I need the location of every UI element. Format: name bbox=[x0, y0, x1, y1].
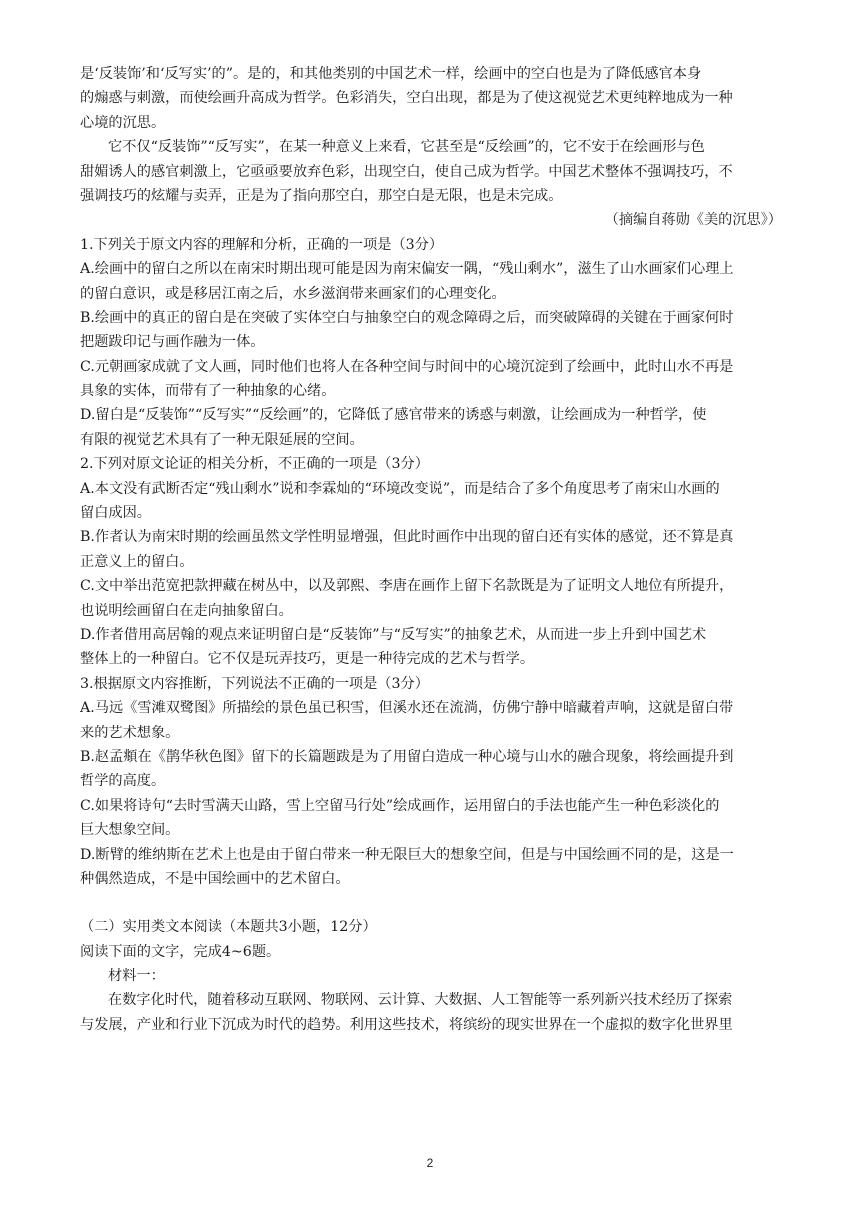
text-line: 它不仅“反装饰”“反写实”，在某一种意义上来看，它甚至是“反绘画”的，它不安于在绘画形与色 bbox=[108, 139, 705, 156]
option-line: 具象的实体，而带有了一种抽象的心绪。 bbox=[80, 383, 336, 400]
option-line: A.马远《雪滩双鹭图》所描绘的景色虽已积雪，但溪水还在流淌，仿佛宁静中暗藏着声响，这就是留白带 bbox=[80, 700, 734, 717]
text-line: 强调技巧的炫耀与卖弄，正是为了指向那空白，那空白是无限，也是未完成。 bbox=[80, 187, 563, 204]
option-line: 来的艺术想象。 bbox=[80, 724, 180, 741]
question-3 bbox=[80, 672, 782, 892]
question-stem: 3.根据原文内容推断，下列说法不正确的一项是（3分） bbox=[80, 675, 429, 692]
option-line: A.本文没有武断否定“残山剩水”说和李霖灿的“环境改变说”，而是结合了多个角度思考了南宋山水画的 bbox=[80, 480, 720, 497]
option-line: 巨大想象空间。 bbox=[80, 822, 180, 839]
text-line: 是‘反装饰’和‘反写实’的”。是的，和其他类别的中国艺术一样，绘画中的空白也是为了降低感官本身 bbox=[80, 66, 702, 82]
text-line: 甜媚诱人的感官刺激上，它亟亟要放弃色彩，出现空白，使自己成为哲学。中国艺术整体不强调技巧，不 bbox=[80, 163, 733, 180]
option-line: A.绘画中的留白之所以在南宋时期出现可能是因为南宋偏安一隅，“残山剩水”，滋生了山水画家们心理上 bbox=[80, 261, 734, 278]
option-line: D.作者借用高居翰的观点来证明留白是“反装饰”与“反写实”的抽象艺术，从而进一步上升到中国艺术 bbox=[80, 626, 707, 643]
option-line: 把题跋印记与画作融为一体。 bbox=[80, 334, 265, 351]
question-1 bbox=[80, 233, 782, 453]
option-line: C.如果将诗句“去时雪满天山路，雪上空留马行处”绘成画作，运用留白的手法也能产生一种色彩淡化的 bbox=[80, 797, 720, 814]
text-line: 的煽惑与刺激，而使绘画升高成为哲学。色彩消失，空白出现，都是为了使这视觉艺术更纯粹地成为一种 bbox=[80, 90, 733, 107]
option-line: 也说明绘画留白在走向抽象留白。 bbox=[80, 602, 293, 619]
option-line: 有限的视觉艺术具有了一种无限延展的空间。 bbox=[80, 431, 364, 448]
option-line: C.元朝画家成就了文人画，同时他们也将人在各种空间与时间中的心境沉淀到了绘画中，此时山水不再是 bbox=[80, 358, 734, 375]
text-line: 心境的沉思。 bbox=[80, 114, 166, 131]
option-line: D.留白是“反装饰”“反写实”“反绘画”的，它降低了感官带来的诱惑与刺激，让绘画成为一种哲学，使 bbox=[80, 407, 707, 424]
question-stem: 1.下列关于原文内容的理解和分析，正确的一项是（3分） bbox=[80, 236, 444, 253]
option-line: 整体上的一种留白。它不仅是玩弄技巧，更是一种待完成的艺术与哲学。 bbox=[80, 651, 535, 668]
page-number: 2 bbox=[426, 1156, 434, 1170]
document-page bbox=[80, 62, 782, 1037]
option-line: B.赵孟頫在《鹊华秋色图》留下的长篇题跋是为了用留白造成一种心境与山水的融合现象，将绘画提升到 bbox=[80, 748, 734, 765]
option-line: 留白成因。 bbox=[80, 505, 151, 522]
passage-paragraph bbox=[80, 135, 782, 208]
source-note: （摘编自蒋勋《美的沉思》） bbox=[604, 212, 782, 229]
option-line: C.文中举出范宽把款押藏在树丛中，以及郭熙、李唐在画作上留下名款既是为了证明文人地位有所提升， bbox=[80, 578, 734, 595]
section-heading: （二）实用类文本阅读（本题共3小题，12分） bbox=[80, 919, 377, 936]
option-line: 的留白意识，或是移居江南之后，水乡滋润带来画家们的心理变化。 bbox=[80, 285, 506, 302]
question-2 bbox=[80, 452, 782, 672]
option-line: 种偶然造成，不是中国绘画中的艺术留白。 bbox=[80, 870, 350, 887]
section-instruction: 阅读下面的文字，完成4~6题。 bbox=[80, 943, 281, 960]
option-line: B.作者认为南宋时期的绘画虽然文学性明显增强，但此时画作中出现的留白还有实体的感觉，还不算是真 bbox=[80, 529, 734, 546]
section-spacer bbox=[80, 891, 782, 915]
text-line: 在数字化时代，随着移动互联网、物联网、云计算、大数据、人工智能等一系列新兴技术经历了探索 bbox=[108, 992, 733, 1009]
material-text bbox=[80, 988, 782, 1037]
option-line: 哲学的高度。 bbox=[80, 773, 166, 790]
option-line: D.断臂的维纳斯在艺术上也是由于留白带来一种无限巨大的想象空间，但是与中国绘画不同的是，这是一 bbox=[80, 846, 734, 863]
option-line: B.绘画中的真正的留白是在突破了实体空白与抽象空白的观念障碍之后，而突破障碍的关键在于画家何时 bbox=[80, 309, 734, 326]
passage-continuation bbox=[80, 62, 782, 135]
option-line: 正意义上的留白。 bbox=[80, 553, 194, 570]
question-stem: 2.下列对原文论证的相关分析，不正确的一项是（3分） bbox=[80, 456, 429, 473]
text-line: 与发展，产业和行业下沉成为时代的趋势。利用这些技术，将缤纷的现实世界在一个虚拟的数字化世界里 bbox=[80, 1016, 733, 1033]
material-label: 材料一： bbox=[108, 968, 165, 985]
